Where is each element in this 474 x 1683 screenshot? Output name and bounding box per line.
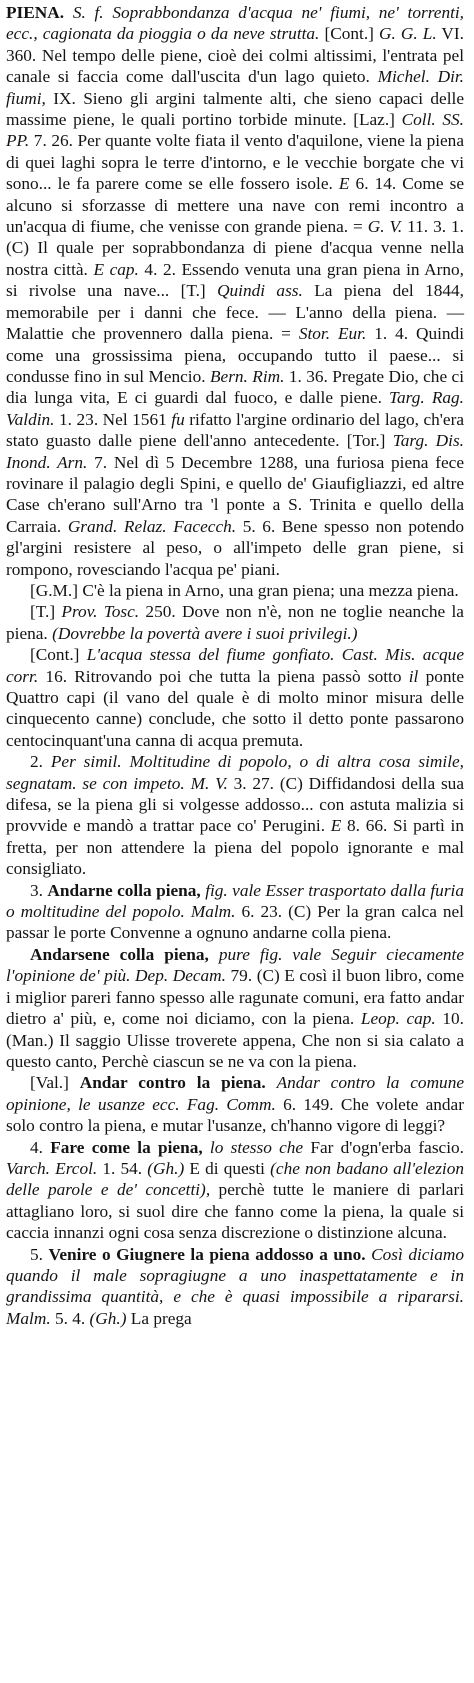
entry-sense-paragraph xyxy=(6,580,464,601)
italic-text: L'acqua stessa del fiume gonfiato. Cast. Mis. acque corr. xyxy=(6,645,464,686)
text-run xyxy=(64,3,73,22)
text-run: VI. 360. Nel tempo delle piene, cioè dei colmi altissimi, l'entrata pel canale si faccia come dall'uscita d'un lago quieto. xyxy=(6,24,464,87)
text-run: La piena del 1844, memorabile per i danni che fece. — L'anno della piena. — Malattie che provennero dalla piena. = xyxy=(6,281,464,344)
text-run: [Cont.] xyxy=(319,24,379,44)
italic-text: S. f. Soprabbondanza d'acqua ne' fiumi, ne' torrenti, ecc., cagionata da pioggia o da neve strutta. xyxy=(6,3,465,44)
text-run: 1. 4. Quindi come una grossissima piena, occupando tutto il paese... si condusse fino in sul Mencio. xyxy=(6,324,464,386)
italic-text: (Gh.) xyxy=(89,1308,127,1328)
text-run: 1. 54. xyxy=(97,1158,148,1178)
entry-sense-paragraph xyxy=(6,1244,464,1330)
italic-text: Per simil. Moltitudine di popolo, o di altra cosa simile, segnatam. se con impeto. xyxy=(6,752,464,793)
text-run: 16. Ritrovando poi che tutta la piena passò sotto xyxy=(38,666,409,686)
entry-sense-paragraph xyxy=(6,1137,464,1244)
text-run: 11. 3. 1. (C) Il quale per soprabbondanza di piene d'acqua venne nella nostra città. xyxy=(6,217,464,279)
text-run: 7. 26. Per quante volte fiata il vento d'aquilone, viene la piena di quei laghi sopra le terre d'intorno, e le vecchie borgate che vi sono... le fa parere come se elle fossero isole. xyxy=(6,131,464,194)
text-run: 5. xyxy=(30,1244,49,1264)
italic-text: Leop. cap. xyxy=(360,1009,436,1029)
text-run: [Cont.] xyxy=(30,645,87,665)
text-run: Far d'ogn'erba fascio. xyxy=(303,1137,464,1157)
italic-text: fu xyxy=(171,409,185,429)
italic-text: Andar contro la comune opinione, le usanze ecc. Fag. Comm. xyxy=(6,1073,465,1114)
text-run: ponte Quattro capi (il vano del quale è di molto minor misura delle cinquecento canne) conclude, che sotto il detto ponte passarono centocinquant'una canna di acqua premuta. xyxy=(6,666,465,750)
italic-text: E xyxy=(338,174,350,194)
italic-text: Così diciamo quando il male sopragiugne a uno inaspettatamente e in grandissima quantità, e che è quasi impossibile a ripararsi. Malm. xyxy=(6,1244,464,1328)
italic-text: (che non badano all'elezion delle parole e de' concetti), xyxy=(6,1158,465,1200)
text-run xyxy=(209,945,219,964)
text-run: 4. xyxy=(30,1137,51,1157)
entry-sense-paragraph xyxy=(6,1072,464,1136)
italic-text: il xyxy=(408,666,419,686)
italic-text: G. G. L. xyxy=(378,24,437,44)
text-run: 3. 27. (C) Diffidandosi della sua difesa, se la piena gli si volgesse addosso... con astuta malizia si provvide e mandò a trattar pace co' Perugini. xyxy=(6,773,464,836)
entry-sense-paragraph xyxy=(6,944,464,1072)
entry-sense-paragraph xyxy=(6,601,464,644)
bold-term: Andarne colla piena, xyxy=(47,880,201,900)
text-run: 6. 149. Che volete andar solo contro la piena, e mutar l'usanze, ch'hanno vigore di leggi? xyxy=(6,1094,464,1136)
entry-sense-paragraph xyxy=(6,644,464,751)
italic-text: Prov. Tosc. xyxy=(61,602,140,622)
italic-text: Varch. Ercol. xyxy=(6,1158,98,1178)
text-run: rifatto l'argine ordinario del lago, ch'era stato guasto dalle piene dell'anno antecedente. [Tor.] xyxy=(6,409,464,451)
text-run: 250. Dove non n'è, non ne toglie neanche la piena. xyxy=(6,602,464,643)
italic-text: Coll. SS. PP. xyxy=(6,110,464,151)
italic-text: M. V. xyxy=(190,773,228,793)
text-run: E di questi xyxy=(184,1158,271,1178)
text-run: 6. 14. Come se alcuno si sforzasse di mettere una nave con remi incontro a un'acqua di fiume, che venisse con grande piena. = xyxy=(6,174,464,237)
entry-sense-paragraph xyxy=(6,880,464,944)
bold-term: Andarsene colla piena, xyxy=(30,944,209,964)
text-run: [Val.] xyxy=(30,1073,80,1093)
text-run: 6. 23. (C) Per la gran calca nel passar le porte Convenne a ognuno andarne colla piena. xyxy=(6,902,464,943)
bold-term: Fare come la piena, xyxy=(50,1137,203,1157)
text-run: 1. 36. Pregate Dio, che ci dia lunga vita, E ci guardi dal fuoco, e dalle piene. xyxy=(6,366,464,408)
italic-text: (Dovrebbe la povertà avere i suoi privilegi.) xyxy=(52,623,358,643)
italic-text: Michel. Dir. fiumi, xyxy=(6,67,465,108)
text-run: 5. 4. xyxy=(50,1308,90,1328)
italic-text: Targ. Dis. Inond. Arn. xyxy=(6,431,464,472)
text-run: 79. (C) E così il buon libro, come i miglior pareri fanno spesso alle ragunate comuni, era fatto andar dietro a' più, e, come noi diciamo, con la piena. xyxy=(6,966,464,1029)
text-run: [G.M.] C'è la piena in Arno, una gran piena; una mezza piena. xyxy=(30,580,459,600)
italic-text: fig. vale Esser trasportato dalla furia o moltitudine del popolo. Malm. xyxy=(6,880,464,922)
italic-text: Quindi ass. xyxy=(217,281,303,301)
entry-headword-paragraph xyxy=(6,2,464,580)
text-run: 8. 66. Si partì in fretta, per non attendere la piena del popolo ignorante e mal consigliato. xyxy=(6,816,465,879)
italic-text: Targ. Rag. Valdin. xyxy=(6,388,465,429)
italic-text: (Gh.) xyxy=(147,1158,185,1178)
bold-term: PIENA. xyxy=(6,3,65,22)
italic-text: lo stesso che xyxy=(209,1137,304,1157)
text-run: 3. xyxy=(30,880,48,900)
text-run: 2. xyxy=(30,752,51,772)
text-run xyxy=(266,1073,277,1092)
italic-text: G. V. xyxy=(367,217,403,237)
text-run: 10. (Man.) Il saggio Ulisse troverete appena, Che non si sia calato a questo canto, Perchè ciascun se ne va con la piena. xyxy=(6,1009,464,1071)
italic-text: pure fig. vale Seguir ciecamente l'opinione de' più. Dep. Decam. xyxy=(6,944,464,986)
text-run xyxy=(203,1138,210,1157)
italic-text: E xyxy=(330,816,342,836)
bold-term: Venire o Giugnere la piena addosso a uno. xyxy=(48,1244,366,1264)
text-run: 5. 6. Bene spesso non potendo gl'argini resistere al peso, o all'impeto delle gran piene, si rompono, rovesciando l'acqua pe' piani. xyxy=(6,516,465,579)
italic-text: Bern. Rim. xyxy=(209,366,285,386)
text-run: 4. 2. Essendo venuta una gran piena in Arno, si rivolse una nave... [T.] xyxy=(6,259,464,301)
italic-text: E cap. xyxy=(93,259,139,279)
text-run: 1. 23. Nel 1561 xyxy=(54,409,172,429)
text-run: 7. Nel dì 5 Decembre 1288, una furiosa piena fece rovinare il palagio degli Spini, e quello de' Giaufigliazzi, ed altre Case ch'erano sull'Arno tra 'l ponte a S. Trinita e quello della Carraia. xyxy=(6,452,464,536)
bold-term: Andar contro la piena. xyxy=(79,1073,266,1093)
text-run: IX. Sieno gli argini talmente alti, che sieno capaci delle massime piene, le quali portino torbide minute. [Laz.] xyxy=(6,88,464,130)
italic-text: Grand. Relaz. Facecch. xyxy=(67,516,237,536)
text-run: La prega xyxy=(126,1308,192,1328)
entry-sense-paragraph xyxy=(6,751,464,879)
text-run: perchè tutte le maniere di parlari attagliano loro, si suol dire che fanno come la piena, la quale si caccia innanzi ogni cosa senza discrezione o distinzione alcuna. xyxy=(6,1180,464,1243)
italic-text: Stor. Eur. xyxy=(298,324,367,344)
text-run: [T.] xyxy=(30,602,62,622)
